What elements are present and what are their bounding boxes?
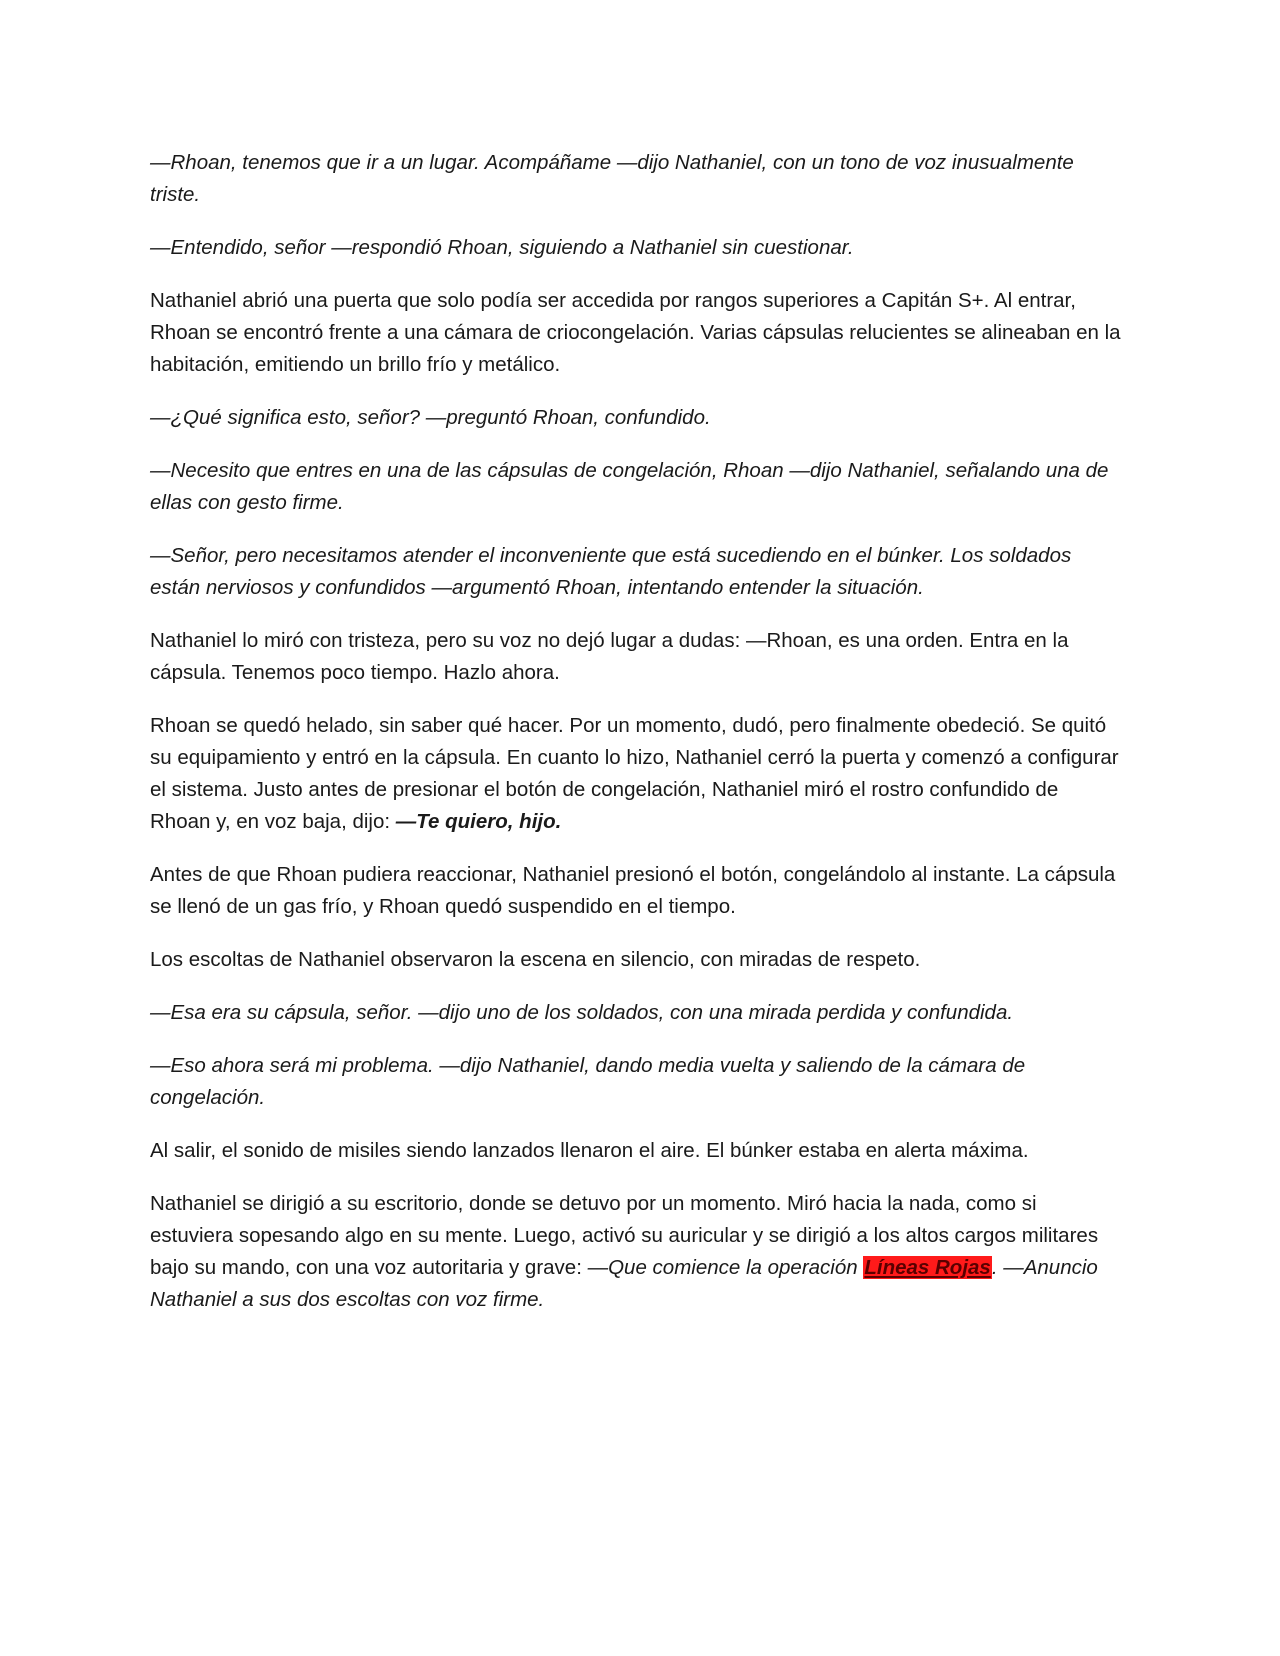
paragraph-narration-9: Antes de que Rhoan pudiera reaccionar, Nathaniel presionó el botón, congelándolo al instante. La cápsula se llenó de un gas frío, y Rhoan quedó suspendido en el tiempo.: [150, 863, 1116, 918]
paragraph-14-italic-end: . —Anuncio Nathaniel a sus dos escoltas con voz firme.: [150, 1256, 1098, 1311]
paragraph-dialogue-5: —Necesito que entres en una de las cápsulas de congelación, Rhoan —dijo Nathaniel, señalando una de ellas con gesto firme.: [150, 459, 1109, 514]
paragraph-narration-8: [150, 710, 1122, 838]
document-page: [150, 147, 1122, 1337]
paragraph-dialogue-6: —Señor, pero necesitamos atender el inconveniente que está sucediendo en el búnker. Los soldados están nerviosos y confundidos —argumentó Rhoan, intentando entender la situación.: [150, 544, 1072, 599]
paragraph-narration-7: Nathaniel lo miró con tristeza, pero su voz no dejó lugar a dudas: —Rhoan, es una orden. Entra en la cápsula. Tenemos poco tiempo. Hazlo ahora.: [150, 629, 1069, 684]
paragraph-narration-10: Los escoltas de Nathaniel observaron la escena en silencio, con miradas de respeto.: [150, 948, 921, 971]
paragraph-dialogue-4: —¿Qué significa esto, señor? —preguntó Rhoan, confundido.: [150, 406, 711, 429]
paragraph-narration-14: [150, 1188, 1122, 1316]
paragraph-8-text: Rhoan se quedó helado, sin saber qué hacer. Por un momento, dudó, pero finalmente obedeció. Se quitó su equipamiento y entró en la cápsula. En cuanto lo hizo, Nathaniel cerró la puerta y comenzó a configurar el sistema. Justo antes de presionar el botón de congelación, Nathaniel miró el rostro confundido de Rhoan y, en voz baja, dijo:: [150, 714, 1119, 833]
paragraph-dialogue-1: —Rhoan, tenemos que ir a un lugar. Acompáñame —dijo Nathaniel, con un tono de voz inusualmente triste.: [150, 151, 1074, 206]
paragraph-dialogue-11: —Esa era su cápsula, señor. —dijo uno de los soldados, con una mirada perdida y confundida.: [150, 1001, 1014, 1024]
paragraph-14-italic-quote: —Que comience la operación: [587, 1256, 864, 1279]
paragraph-8-bold-quote: —Te quiero, hijo.: [395, 810, 562, 833]
paragraph-narration-13: Al salir, el sonido de misiles siendo lanzados llenaron el aire. El búnker estaba en alerta máxima.: [150, 1139, 1029, 1162]
paragraph-14-text: Nathaniel se dirigió a su escritorio, donde se detuvo por un momento. Miró hacia la nada, como si estuviera sopesando algo en su mente. Luego, activó su auricular y se dirigió a los altos cargos militares bajo su mando, con una voz autoritaria y grave:: [150, 1192, 1099, 1279]
paragraph-dialogue-2: —Entendido, señor —respondió Rhoan, siguiendo a Nathaniel sin cuestionar.: [150, 236, 854, 259]
highlighted-operation-name: Líneas Rojas: [864, 1256, 991, 1279]
paragraph-dialogue-12: —Eso ahora será mi problema. —dijo Nathaniel, dando media vuelta y saliendo de la cámara de congelación.: [150, 1054, 1026, 1109]
paragraph-narration-3: Nathaniel abrió una puerta que solo podía ser accedida por rangos superiores a Capitán S+. Al entrar, Rhoan se encontró frente a una cámara de criocongelación. Varias cápsulas relucientes se alineaban en la habitación, emitiendo un brillo frío y metálico.: [150, 289, 1121, 376]
